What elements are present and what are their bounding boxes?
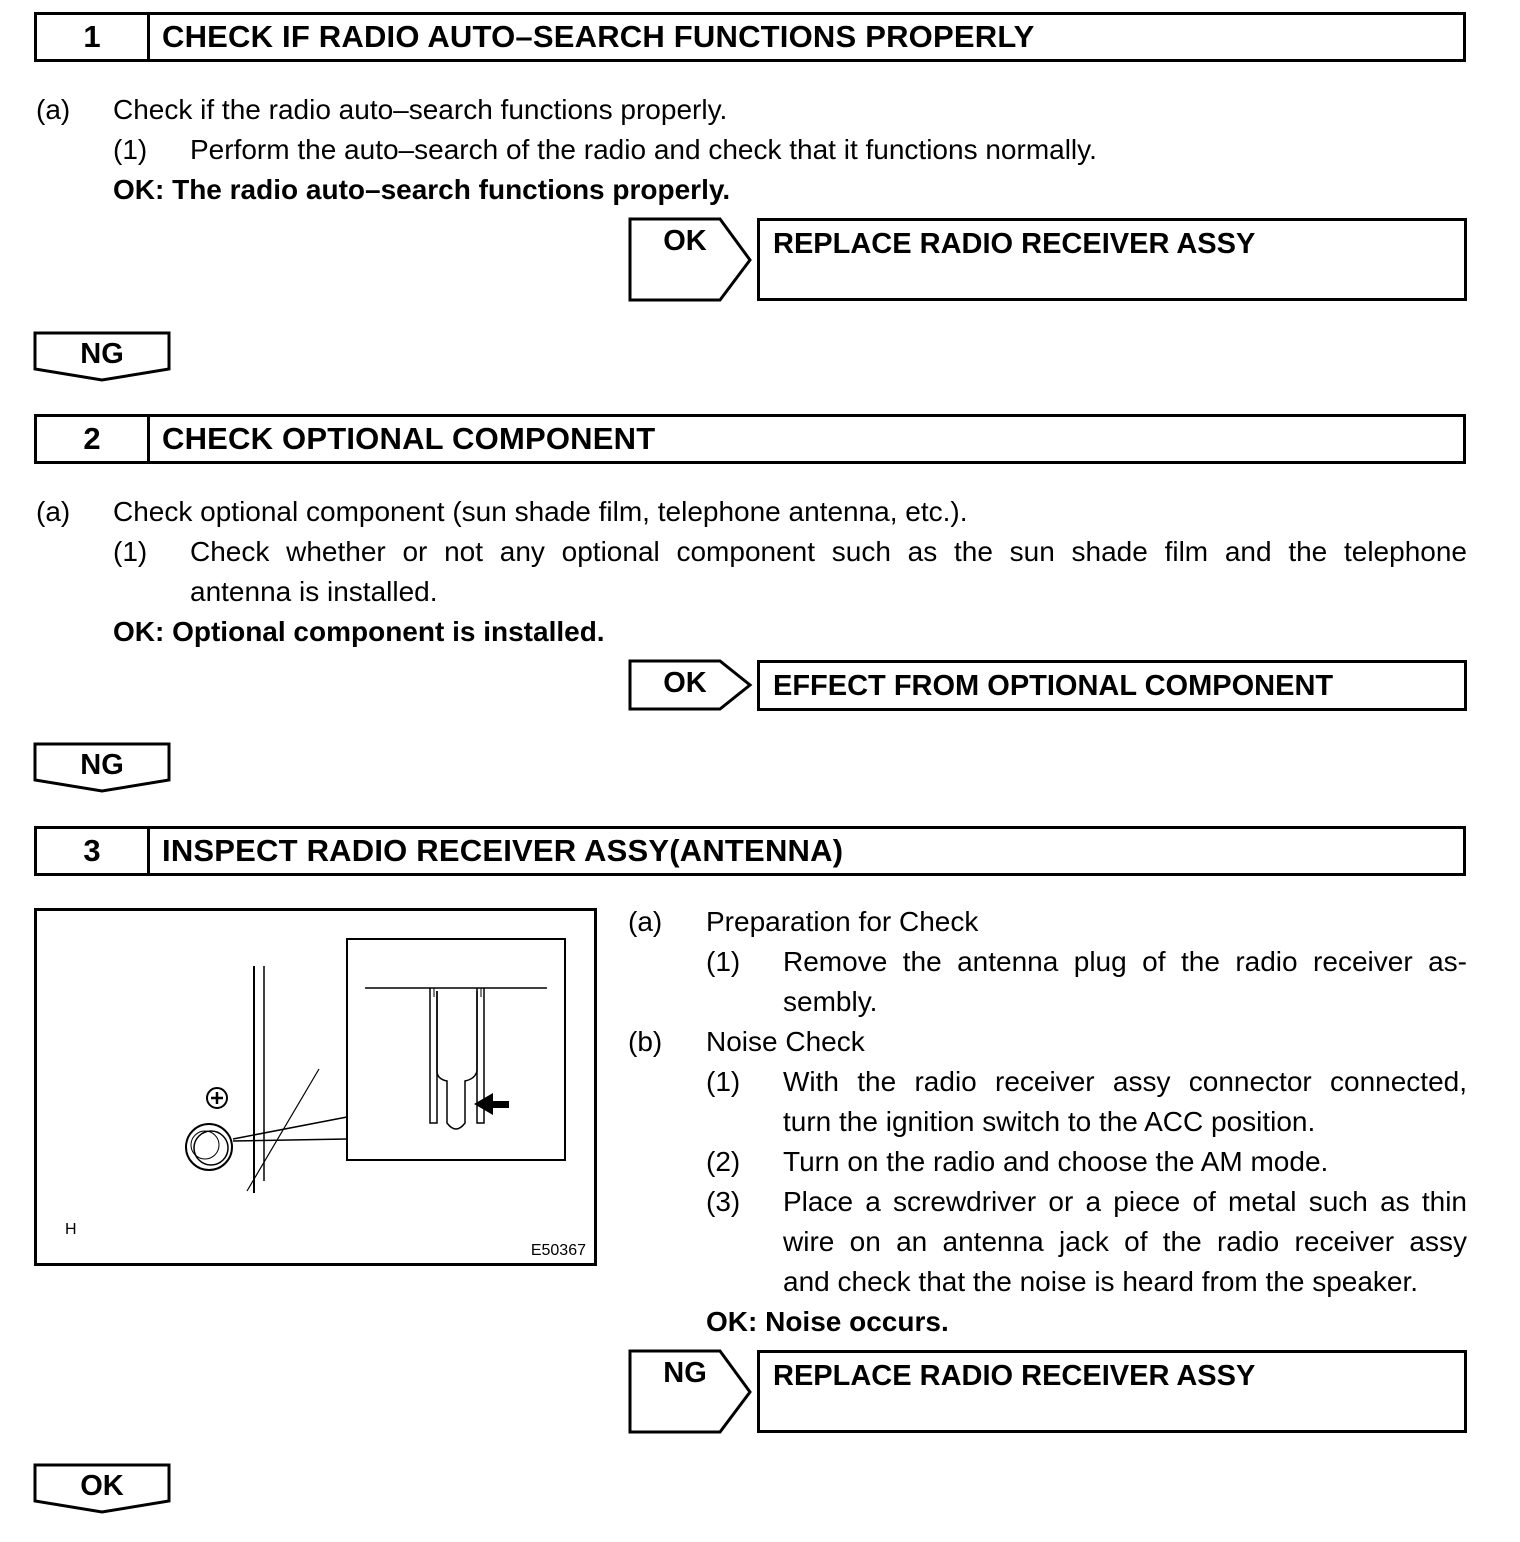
result-action-text: REPLACE RADIO RECEIVER ASSY	[773, 1360, 1256, 1392]
sub-item-text-1: Perform the auto–search of the radio and check that it functions normally.	[190, 134, 1097, 165]
sub-item-text-b3-line3: and check that the noise is heard from the speaker.	[783, 1266, 1419, 1297]
item-text-a: Preparation for Check	[706, 906, 979, 937]
sub-item-text-b3-line2: wire on an antenna jack of the radio receiver assy	[783, 1226, 1467, 1257]
branch-label: NG	[663, 1357, 707, 1389]
antenna-jack-illustration	[34, 908, 597, 1266]
sub-item-text-b1-line1: With the radio receiver assy connector connected,	[783, 1066, 1467, 1097]
sub-item-label-b1: (1)	[706, 1066, 741, 1097]
step-title: INSPECT RADIO RECEIVER ASSY(ANTENNA)	[162, 833, 844, 868]
item-label-a: (a)	[628, 906, 663, 937]
sub-item-text-b3-line1: Place a screwdriver or a piece of metal such as thin	[783, 1186, 1467, 1217]
figure-corner-mark: H	[65, 1221, 77, 1238]
item-label-a: (a)	[36, 94, 71, 125]
result-box-optional-component	[757, 660, 1467, 711]
step-title: CHECK IF RADIO AUTO–SEARCH FUNCTIONS PROPERLY	[162, 19, 1035, 54]
step-number: 3	[37, 829, 150, 873]
figure-code: E50367	[530, 1242, 586, 1259]
sub-item-label-b2: (2)	[706, 1146, 741, 1177]
sub-item-text-1-line1: Check whether or not any optional component such as the sun shade film and the telephone	[190, 536, 1467, 567]
item-label-a: (a)	[36, 496, 71, 527]
sub-item-text-a1-line1: Remove the antenna plug of the radio receiver as-	[783, 946, 1467, 977]
result-box-replace-radio	[757, 218, 1467, 301]
item-text-a: Check if the radio auto–search functions properly.	[113, 94, 728, 125]
sub-item-text-a1-line2: sembly.	[783, 986, 878, 1017]
ok-criterion: OK: Noise occurs.	[706, 1306, 949, 1337]
next-step-label: OK	[80, 1470, 124, 1502]
next-step-label: NG	[80, 338, 124, 370]
sub-item-label-1: (1)	[113, 134, 148, 165]
result-action-text: REPLACE RADIO RECEIVER ASSY	[773, 228, 1256, 260]
ok-criterion: OK: The radio auto–search functions properly.	[113, 174, 731, 205]
ok-criterion: OK: Optional component is installed.	[113, 616, 605, 647]
step-3-header	[34, 826, 1466, 876]
branch-label: OK	[663, 667, 707, 699]
step-number: 2	[37, 417, 150, 461]
branch-label: OK	[663, 225, 707, 257]
item-text-a: Check optional component (sun shade film, telephone antenna, etc.).	[113, 496, 968, 527]
sub-item-label-1: (1)	[113, 536, 148, 567]
step-title: CHECK OPTIONAL COMPONENT	[162, 421, 656, 456]
result-box-replace-radio	[757, 1350, 1467, 1433]
sub-item-label-a1: (1)	[706, 946, 741, 977]
sub-item-text-b2: Turn on the radio and choose the AM mode.	[783, 1146, 1329, 1177]
step-number: 1	[37, 15, 150, 59]
sub-item-label-b3: (3)	[706, 1186, 741, 1217]
antenna-jack-drawing	[37, 911, 594, 1263]
step-1-header	[34, 12, 1466, 62]
item-label-b: (b)	[628, 1026, 663, 1057]
sub-item-text-1-line2: antenna is installed.	[190, 576, 438, 607]
next-step-label: NG	[80, 749, 124, 781]
result-action-text: EFFECT FROM OPTIONAL COMPONENT	[773, 670, 1334, 702]
step-2-header	[34, 414, 1466, 464]
item-text-b: Noise Check	[706, 1026, 865, 1057]
sub-item-text-b1-line2: turn the ignition switch to the ACC position.	[783, 1106, 1316, 1137]
